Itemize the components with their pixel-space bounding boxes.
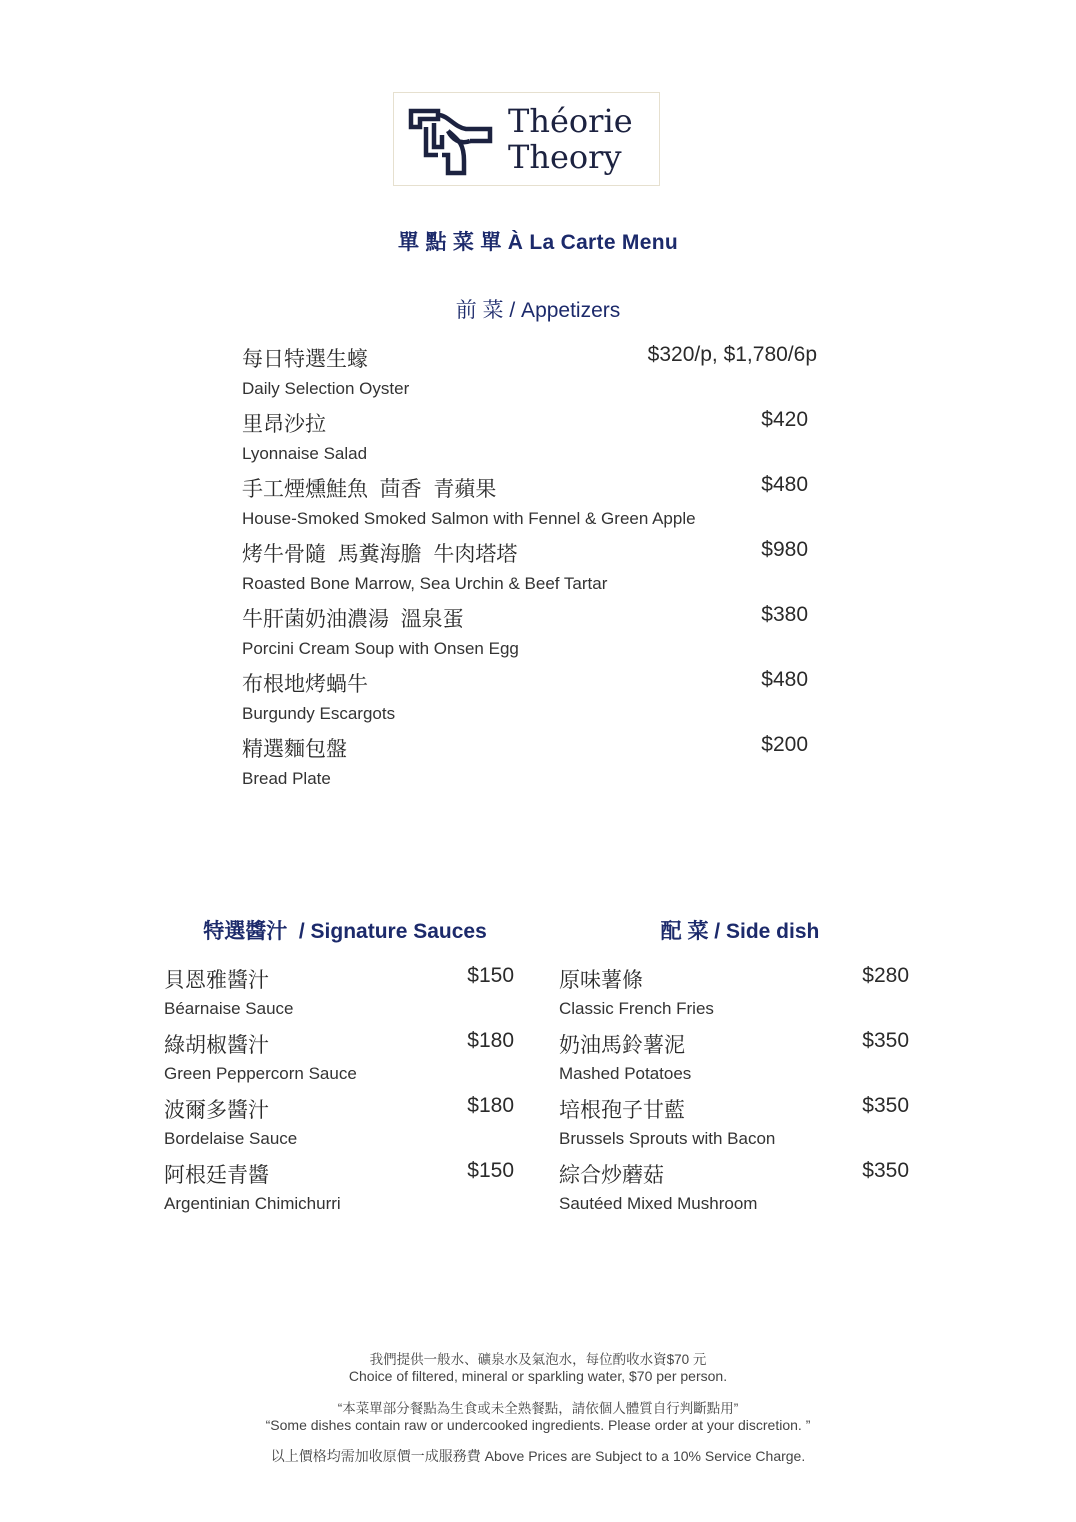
side-zh: 綜合炒蘑菇 — [559, 1164, 664, 1187]
appetizer-zh: 牛肝菌奶油濃湯 溫泉蛋 — [242, 608, 464, 631]
appetizer-price: $480 — [761, 473, 808, 496]
side-price: $350 — [862, 1029, 909, 1052]
theorie-logo-icon — [408, 105, 494, 177]
sauce-en: Green Peppercorn Sauce — [164, 1064, 357, 1083]
sauce-price: $150 — [467, 964, 514, 987]
appetizer-price: $980 — [761, 538, 808, 561]
menu-title: 單 點 菜 單 À La Carte Menu — [398, 231, 678, 254]
side-zh: 原味薯條 — [559, 969, 643, 992]
raw-note-zh: “本菜單部分餐點為生食或未全熟餐點，請依個人體質自行判斷點用” — [337, 1401, 739, 1416]
appetizer-price: $320/p, $1,780/6p — [647, 343, 817, 366]
appetizers-heading: 前 菜 / Appetizers — [455, 299, 621, 322]
sides-heading: 配 菜 / Side dish — [660, 920, 820, 943]
sauce-zh: 貝恩雅醬汁 — [164, 969, 269, 992]
appetizer-en: Bread Plate — [242, 769, 331, 788]
service-charge-note: 以上價格均需加收原價一成服務費 Above Prices are Subject to a 10% Service Charge. — [270, 1448, 806, 1464]
side-price: $350 — [862, 1159, 909, 1182]
sauce-price: $180 — [467, 1029, 514, 1052]
logo-text — [508, 103, 633, 175]
side-en: Brussels Sprouts with Bacon — [559, 1129, 776, 1148]
sauce-zh: 綠胡椒醬汁 — [164, 1034, 269, 1057]
appetizer-zh: 精選麵包盤 — [242, 738, 347, 761]
sauce-en: Béarnaise Sauce — [164, 999, 294, 1018]
appetizer-zh: 每日特選生蠔 — [242, 348, 368, 371]
sauce-zh: 阿根廷青醬 — [164, 1164, 269, 1187]
sauce-en: Bordelaise Sauce — [164, 1129, 298, 1148]
appetizer-price: $200 — [761, 733, 808, 756]
appetizer-price: $420 — [761, 408, 808, 431]
appetizer-zh: 布根地烤蝸牛 — [242, 673, 368, 696]
appetizer-price: $380 — [761, 603, 808, 626]
appetizer-price: $480 — [761, 668, 808, 691]
logo-line-1: Théorie — [508, 102, 633, 140]
sauce-en: Argentinian Chimichurri — [164, 1194, 341, 1213]
side-en: Classic French Fries — [559, 999, 714, 1018]
raw-note-en: “Some dishes contain raw or undercooked ingredients. Please order at your discretion. ” — [265, 1417, 811, 1433]
sauce-price: $150 — [467, 1159, 514, 1182]
appetizer-en: Daily Selection Oyster — [242, 379, 410, 398]
appetizer-en: Roasted Bone Marrow, Sea Urchin & Beef Tartar — [242, 574, 608, 593]
appetizer-zh: 烤牛骨隨 馬糞海膽 牛肉塔塔 — [242, 543, 518, 566]
sauce-price: $180 — [467, 1094, 514, 1117]
sauces-heading: 特選醬汁 / Signature Sauces — [203, 920, 487, 943]
water-note-en: Choice of filtered, mineral or sparkling water, $70 per person. — [348, 1368, 728, 1384]
logo — [393, 92, 660, 186]
side-zh: 培根孢子甘藍 — [559, 1099, 685, 1122]
appetizer-zh: 手工煙燻鮭魚 茴香 青蘋果 — [242, 478, 497, 501]
water-note-zh: 我們提供一般水、礦泉水及氣泡水，每位酌收水資$70 元 — [369, 1352, 707, 1367]
appetizer-en: Lyonnaise Salad — [242, 444, 368, 463]
appetizer-en: Porcini Cream Soup with Onsen Egg — [242, 639, 519, 658]
appetizer-en: Burgundy Escargots — [242, 704, 396, 723]
side-en: Mashed Potatoes — [559, 1064, 692, 1083]
sauce-zh: 波爾多醬汁 — [164, 1099, 269, 1122]
side-zh: 奶油馬鈴薯泥 — [559, 1034, 685, 1057]
appetizer-zh: 里昂沙拉 — [242, 413, 326, 436]
side-en: Sautéed Mixed Mushroom — [559, 1194, 758, 1213]
logo-line-2: Theory — [508, 138, 622, 176]
side-price: $280 — [862, 964, 909, 987]
side-price: $350 — [862, 1094, 909, 1117]
appetizer-en: House-Smoked Smoked Salmon with Fennel & Green Apple — [242, 509, 696, 528]
